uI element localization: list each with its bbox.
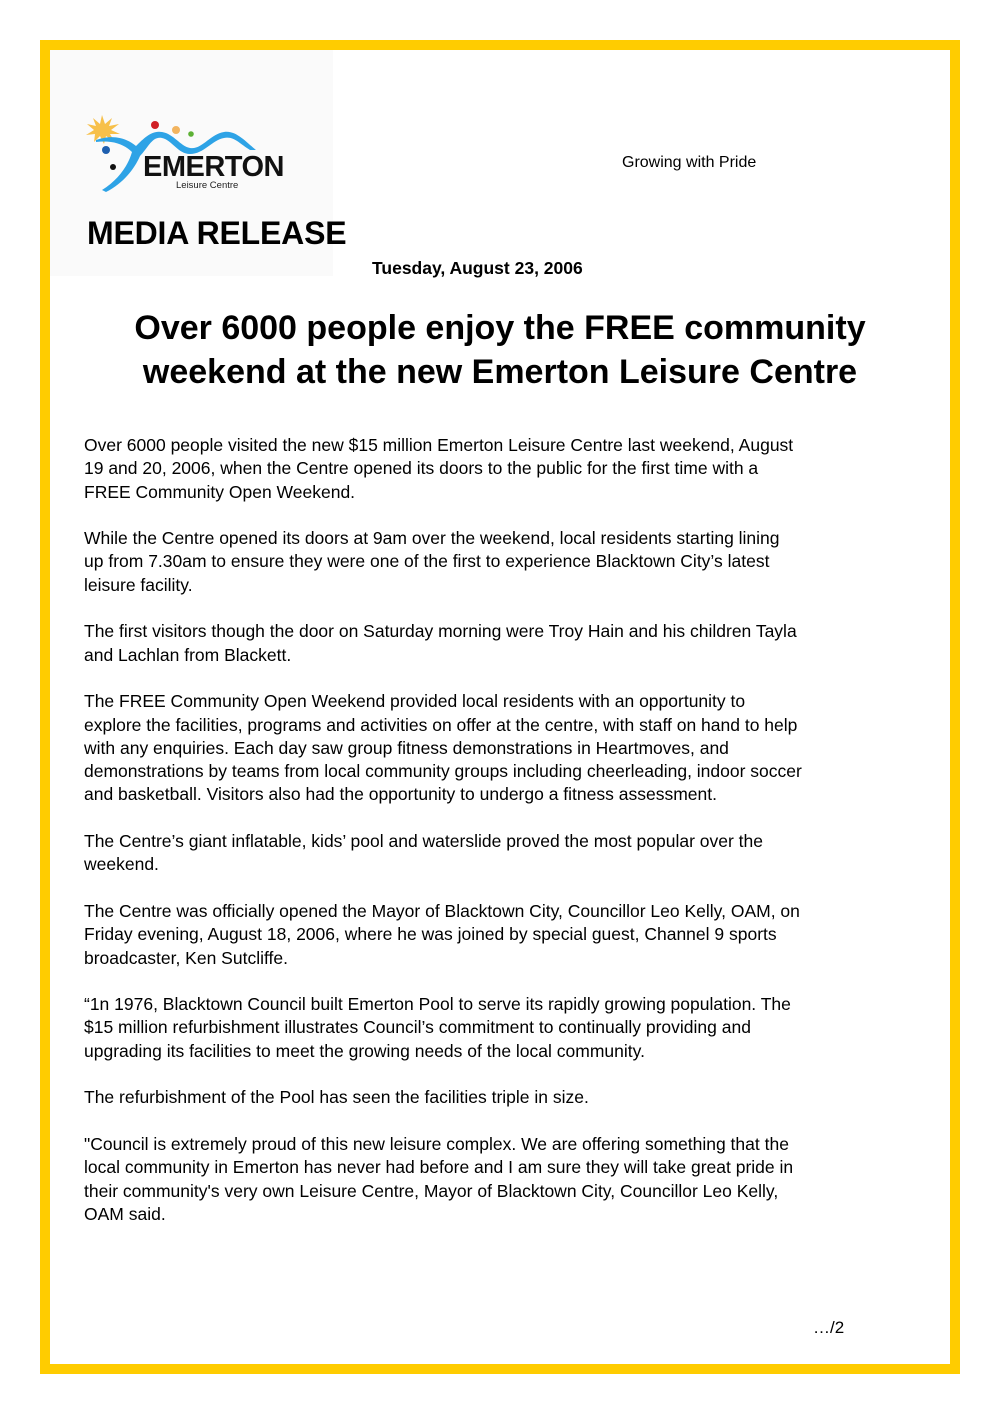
text-line: Friday evening, August 18, 2006, where he was joined by special guest, Channel 9 sports [84,924,777,945]
release-date: Tuesday, August 23, 2006 [372,258,583,278]
paragraph-8 [84,1086,924,1109]
text-line: with any enquiries. Each day saw group fitness demonstrations in Heartmoves, and [84,737,729,758]
headline-line: weekend at the new Emerton Leisure Centre [142,352,858,391]
text-line: The Centre was officially opened the Mayor of Blacktown City, Councillor Leo Kelly, OAM, on [84,900,800,921]
text-line: and Lachlan from Blackett. [84,644,292,665]
paragraph-9 [84,1133,924,1226]
text-line: While the Centre opened its doors at 9am over the weekend, local residents starting lining [84,528,780,549]
paragraph-1 [84,434,924,504]
dot-green [188,131,194,137]
text-line: explore the facilities, programs and activities on offer at the centre, with staff on hand to help [84,714,798,735]
text-line: FREE Community Open Weekend. [84,481,356,502]
text-line: The FREE Community Open Weekend provided local residents with an opportunity to [84,691,746,712]
dot-black [110,164,116,170]
headline [60,307,940,394]
logo-wordmark: EMERTON [143,151,284,183]
text-line: "Council is extremely proud of this new leisure complex. We are offering something that the [84,1133,789,1154]
dot-blue [102,146,110,154]
page-continuation-marker: …/2 [813,1318,845,1337]
text-line: Over 6000 people visited the new $15 million Emerton Leisure Centre last weekend, August [84,435,794,455]
text-line: OAM said. [84,1203,166,1224]
text-line: weekend. [84,854,159,875]
logo-subtitle: Leisure Centre [176,180,239,191]
text-line: “1n 1976, Blacktown Council built Emerton Pool to serve its rapidly growing population. The [84,994,791,1015]
paragraph-6 [84,900,924,970]
text-line: leisure facility. [84,574,193,595]
text-line: upgrading its facilities to meet the growing needs of the local community. [84,1040,645,1061]
tagline: Growing with Pride [622,154,757,171]
headline-line: Over 6000 people enjoy the FREE community [134,309,866,347]
text-line: $15 million refurbishment illustrates Council’s commitment to continually providing and [84,1017,751,1038]
paragraph-2 [84,527,924,597]
text-line: broadcaster, Ken Sutcliffe. [84,947,288,968]
paragraph-4 [84,690,924,806]
dot-orange [172,126,180,134]
paragraph-5 [84,830,924,877]
text-line: The Centre’s giant inflatable, kids’ pool and waterslide proved the most popular over the [84,831,764,852]
document-type-heading: MEDIA RELEASE [87,215,347,251]
text-line: 19 and 20, 2006, when the Centre opened its doors to the public for the first time with a [84,458,759,479]
text-line: The first visitors though the door on Saturday morning were Troy Hain and his children Tayla [84,621,797,642]
text-line: local community in Emerton has never had before and I am sure they will take great pride in [84,1157,794,1178]
text-line: and basketball. Visitors also had the opportunity to undergo a fitness assessment. [84,784,717,805]
paragraph-7 [84,993,924,1063]
dot-red [151,121,159,129]
paragraph-3 [84,620,924,667]
text-line: demonstrations by teams from local community groups including cheerleading, indoor soccer [84,761,802,782]
text-line: The refurbishment of the Pool has seen the facilities triple in size. [84,1087,589,1108]
text-line: their community's very own Leisure Centre, Mayor of Blacktown City, Councillor Leo Kelly, [84,1180,779,1201]
text-line: up from 7.30am to ensure they were one of the first to experience Blacktown City’s latest [84,551,770,572]
article-body [84,434,924,1249]
